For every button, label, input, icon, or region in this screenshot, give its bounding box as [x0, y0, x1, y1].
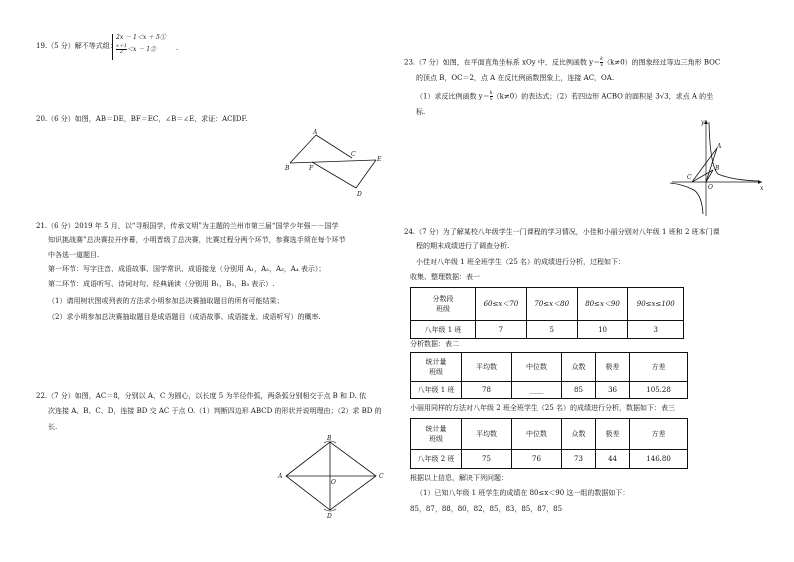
q19-fraction	[116, 44, 127, 55]
q22-label-C: C	[379, 473, 384, 480]
q24-table1-cell-2: 10	[577, 321, 628, 339]
q20-figure	[282, 130, 392, 200]
q24-line4: 收集、整理数据：表一	[410, 273, 480, 281]
q20-label-F: F	[309, 165, 314, 172]
q24-table1-header-top: 分数段	[432, 295, 454, 303]
q22-line3: 长.	[48, 423, 58, 431]
q24-table2-col-0: 平均数	[462, 353, 512, 382]
q24-line9: 85，87，88，80，82，85，83，85，87，85	[410, 505, 563, 513]
q24-table1-col-0: 60≤x＜70	[476, 288, 527, 321]
q23-line1a: 23.（7 分）如图，在平面直角坐标系 xOy 中，反比例函数 y＝	[404, 58, 601, 67]
q24-line8: （1）已知八年级 1 班学生的成绩在 80≤x＜90 这一组的数据如下：	[416, 489, 630, 497]
q24-table3-col-1: 中位数	[511, 419, 561, 450]
q24-line3: 小佳对八年级 1 班全班学生（25 名）的成绩进行分析，过程如下：	[416, 258, 626, 266]
q23-label-C: C	[687, 174, 692, 181]
q19-brace	[112, 34, 115, 60]
q24-table2-col-2: 众数	[561, 353, 595, 382]
q23-frac2-num: k	[489, 90, 493, 96]
q23-frac1-num: k	[600, 56, 604, 62]
q24-line6: 小丽用同样的方法对八年级 2 班全班学生（25 名）的成绩进行分析，数据如下：表三	[410, 404, 676, 412]
q23-sqrt3: √3	[659, 92, 669, 101]
q24-table3-cell-0: 75	[462, 450, 512, 469]
q24-table3	[410, 418, 688, 469]
q23-line3b: （k≠0）的表达式；（2）若四边形 ACBO 的面积是 3	[492, 92, 660, 101]
q24-table3-col-0: 平均数	[462, 419, 512, 450]
q19-fraction-num: x＋1	[116, 43, 128, 49]
q24-table2-col-1: 中位数	[511, 353, 561, 382]
q22-label-A: A	[278, 473, 283, 480]
q24-table2-cell-4: 105.28	[630, 382, 688, 399]
q24-table2	[410, 352, 688, 399]
q24-table2-col-3: 极差	[596, 353, 630, 382]
q24-line5: 分析数据：表二	[410, 340, 459, 348]
q23-figure	[672, 118, 768, 218]
q19-inequality-2	[116, 44, 156, 55]
q22-line2: 次连接 A、B、C、D，连接 BD 交 AC 于点 O.（1）判断四边形 ABCD 的形状并说明理由；（2）求 BD 的	[48, 407, 382, 415]
q21-line2: 知识挑战赛”总决赛拉开序幕，小明晋级了总决赛，比赛过程分两个环节，参赛选手须在每个环节	[48, 236, 346, 244]
q24-table3-cell-2: 73	[561, 450, 595, 469]
q24-table2-row-label: 八年级 1 班	[411, 382, 462, 399]
q24-table1-col-3: 90≤x≤100	[628, 288, 684, 321]
q23-line1b: （k≠0）的图象经过等边三角形 BOC	[603, 58, 721, 67]
q24-line1: 24.（7 分）为了解某校八年级学生一门课程的学习情况，小佳和小丽分别对八年级 1 班和 2 班本门课	[404, 228, 720, 236]
q20-label-A: A	[313, 129, 318, 136]
q24-table1-col-1: 70≤x＜80	[526, 288, 577, 321]
q24-table2-cell-2: 85	[561, 382, 595, 399]
q24-table3-cell-4: 146.80	[630, 450, 688, 469]
q24-table3-header-bottom: 班级	[429, 435, 443, 443]
q23-label-x: x	[760, 185, 764, 192]
q22-line1: 22.（7 分）如图，AC＝8，分别以 A、C 为圆心，以长度 5 为半径作弧，两条弧分别相交于点 B 和 D. 依	[36, 392, 367, 400]
q24-table3-row-label: 八年级 2 班	[411, 450, 462, 469]
q24-table2-cell-3: 36	[596, 382, 630, 399]
q19-inequality-2-rest: ＜x － 1②	[127, 46, 157, 53]
q22-label-D: D	[327, 513, 332, 520]
q21-line1: 21.（6 分）2019 年 5 月，以“寻根国学，传承文明”为主题的兰州市第三届“国学少年强－－国学	[36, 222, 339, 230]
q20-prompt: 20.（6 分）如图，AB＝DE，BF＝EC，∠B＝∠E，求证：AC∥DF.	[36, 115, 248, 123]
q24-table3-col-3: 极差	[596, 419, 630, 450]
q21-line7: （2）求小明参加总决赛抽取题目是成语题目（成语故事、成语接龙、成语听写）的概率.	[48, 313, 321, 321]
q20-label-B: B	[285, 165, 290, 172]
q20-label-E: E	[377, 156, 382, 163]
q24-line2: 程的期末成绩进行了调查分析.	[416, 242, 510, 250]
q24-table2-header-cell	[411, 353, 462, 382]
q24-table2-cell-1: ____	[511, 382, 561, 399]
q24-table2-header-bottom: 班级	[429, 368, 443, 376]
q23-label-B: B	[715, 165, 720, 172]
q24-table1-cell-3: 3	[628, 321, 684, 339]
q23-label-A: A	[717, 143, 722, 150]
q24-table1-row-label: 八年级 1 班	[411, 321, 476, 339]
q23-line1	[404, 57, 720, 68]
q23-line3a: （1）求反比例函数 y＝	[416, 92, 490, 101]
q24-table3-col-2: 众数	[561, 419, 595, 450]
q24-table3-col-4: 方差	[630, 419, 688, 450]
q23-line3c: ，求点 A 的坐	[668, 92, 714, 101]
q24-table1-cell-0: 7	[476, 321, 527, 339]
q24-table1-header-cell	[411, 288, 476, 321]
q19-fraction-den: 2	[119, 49, 124, 55]
q24-table3-cell-1: 76	[511, 450, 561, 469]
q22-label-B: B	[327, 435, 332, 442]
q24-table1-header-bottom: 班级	[436, 305, 450, 313]
q23-label-O: O	[708, 184, 713, 191]
q24-table2-header-top: 统计量	[425, 358, 447, 366]
q23-line2: 的顶点 B，OC＝2，点 A 在反比例函数图象上，连接 AC，OA.	[416, 74, 615, 82]
q24-table3-header-top: 统计量	[425, 425, 447, 433]
q21-line5: 第二环节：成语听写、诗词对句、经典诵读（分别用 B₁，B₂，B₃ 表示）.	[48, 280, 275, 288]
q20-label-C: C	[351, 151, 356, 158]
q24-table3-cell-3: 44	[596, 450, 630, 469]
q21-line4: 第一环节：写字注音、成语故事、国学常识、成语接龙（分别用 A₁，A₂，A₃，A₄ 表示）；	[48, 265, 326, 273]
q19-end: .	[176, 44, 179, 52]
q24-table1-col-2: 80≤x＜90	[577, 288, 628, 321]
q24-table2-cell-0: 78	[462, 382, 512, 399]
q24-line7: 根据以上信息，解决下列问题：	[410, 474, 508, 482]
q23-frac1-den: x	[600, 62, 604, 68]
q23-line4: 标.	[416, 108, 426, 116]
q24-table1-cell-1: 5	[526, 321, 577, 339]
q23-line3	[416, 91, 713, 102]
q23-label-y: y	[701, 119, 705, 126]
q21-line6: （1）请用树状图或列表的方法求小明参加总决赛抽取题目的所有可能结果；	[48, 297, 284, 305]
q19-inequality-1: 2x － 1＜x ＋ 5①	[116, 34, 166, 41]
q24-table2-col-4: 方差	[630, 353, 688, 382]
q20-label-D: D	[357, 191, 362, 198]
q24-table1	[410, 287, 684, 339]
q24-table3-header-cell	[411, 419, 462, 450]
q22-figure	[276, 436, 390, 520]
q19-prompt: 19.（5 分）解不等式组：	[36, 42, 117, 50]
q21-line3: 中各选一道题目.	[48, 251, 100, 259]
q22-label-O: O	[331, 479, 336, 486]
q23-frac2-den: x	[489, 96, 493, 102]
